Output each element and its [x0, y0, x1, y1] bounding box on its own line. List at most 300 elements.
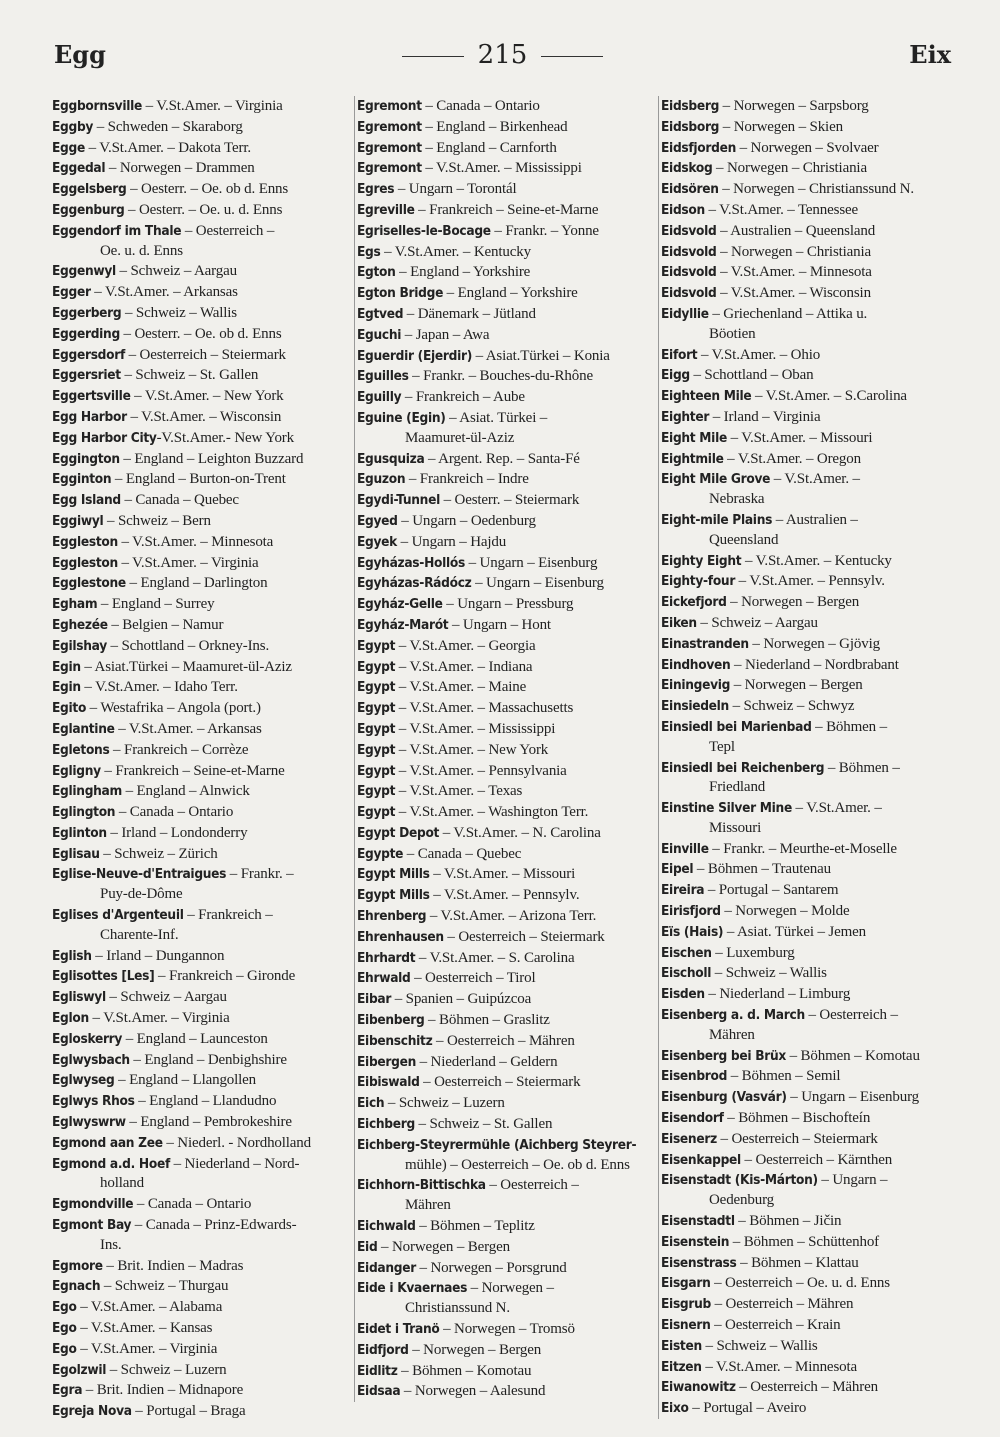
entry-location: – Schweiz – Thurgau [100, 1278, 229, 1295]
gazetteer-entry [357, 1258, 651, 1279]
gazetteer-entry [357, 802, 651, 823]
entry-place-name: Eggerding [52, 325, 120, 342]
entry-location: – Oesterr. – Oe. ob d. Enns [126, 181, 289, 198]
gazetteer-entry [52, 386, 348, 407]
gazetteer-entry [661, 1129, 955, 1150]
entry-place-name: Egmond a.d. Hoef [52, 1155, 170, 1172]
entry-place-name: Eighty Eight [661, 552, 742, 569]
entry-location: – Canada – Ontario [115, 804, 234, 821]
entry-place-name: Einastranden [661, 635, 749, 652]
gazetteer-entry [357, 158, 651, 179]
gazetteer-entry [357, 325, 651, 346]
gazetteer-entry [52, 532, 348, 553]
entry-location: – Frankr. – Yonne [490, 222, 599, 239]
gazetteer-entry [661, 262, 955, 283]
gazetteer-entry [357, 1381, 651, 1402]
entry-location: – V.St.Amer. – Pennsylvania [395, 762, 567, 779]
entry-location: – Niederl. - Nordholland [162, 1134, 312, 1151]
entry-place-name: Eidet i Tranö [357, 1321, 440, 1338]
gazetteer-entry [52, 1194, 348, 1215]
gazetteer-entry [357, 283, 651, 304]
gazetteer-entry [52, 469, 348, 490]
entry-location: – V.St.Amer. – New York [130, 388, 284, 405]
entry-place-name: Eichberg [357, 1116, 415, 1133]
entry-place-name: Eglinton [52, 824, 107, 841]
entry-place-name: Eighty-four [661, 573, 736, 590]
header-last-keyword: Eix [909, 40, 951, 69]
gazetteer-entry [52, 365, 348, 386]
entry-place-name: Eidsaa [357, 1383, 401, 1400]
entry-location: – Böhmen – Semil [727, 1068, 841, 1085]
entry-place-name: Einsiedeln [661, 698, 729, 715]
gazetteer-entry [661, 1150, 955, 1171]
entry-place-name: Eggington [52, 450, 120, 467]
entry-location: – V.St.Amer. – Minnesota [117, 533, 274, 550]
gazetteer-entry [661, 655, 955, 676]
gazetteer-entry [661, 304, 955, 345]
entry-location: – Norwegen – Porsgrund [415, 1259, 567, 1276]
entry-place-name: Egypt [357, 741, 396, 758]
gazetteer-entry [52, 719, 348, 740]
gazetteer-entry [357, 408, 651, 449]
entry-place-name: Egypt Mills [357, 887, 430, 904]
gazetteer-entry [357, 1237, 651, 1258]
gazetteer-entry [661, 1357, 955, 1378]
entry-location: – Böhmen – Graslitz [424, 1012, 550, 1029]
gazetteer-entry [357, 823, 651, 844]
entry-location: – Böhmen – [824, 759, 900, 776]
gazetteer-entry [661, 449, 955, 470]
gazetteer-entry [357, 948, 651, 969]
entry-place-name: Eggendorf im Thale [52, 222, 182, 239]
entry-place-name: Egton Bridge [357, 285, 444, 302]
entry-place-name: Egito [52, 700, 87, 717]
entry-place-name: Egra [52, 1382, 83, 1399]
entry-place-name: Eggelsberg [52, 181, 127, 198]
gazetteer-entry [661, 839, 955, 860]
gazetteer-entry [357, 1072, 651, 1093]
entry-place-name: Eggersdorf [52, 346, 125, 363]
gazetteer-entry [661, 1315, 955, 1336]
entry-place-name: Eglington [52, 804, 116, 821]
gazetteer-entry [357, 1135, 651, 1176]
gazetteer-entry [357, 615, 651, 636]
entry-location: – Ungarn – Eisenburg [786, 1089, 920, 1106]
gazetteer-entry [357, 532, 651, 553]
entry-place-name: Egypt [357, 637, 396, 654]
entry-place-name: Egyek [357, 533, 398, 550]
entry-location: – Norwegen – Gjövig [748, 635, 880, 652]
entry-place-name: Ego [52, 1340, 77, 1357]
entry-place-name: Einsiedl bei Marienbad [661, 718, 812, 735]
entry-place-name: Eidsfjorden [661, 139, 736, 156]
page-number: 215 [50, 40, 955, 70]
gazetteer-entry [52, 1276, 348, 1297]
entry-location: – Oesterreich – Mähren [432, 1032, 575, 1049]
entry-location: – Asiat. Türkei – [445, 409, 548, 426]
gazetteer-entry [661, 696, 955, 717]
gazetteer-entry [661, 1232, 955, 1253]
entry-place-name: Eid [357, 1238, 378, 1255]
entry-location: – Niederland – Limburg [704, 986, 851, 1003]
entry-location: – V.St.Amer. – [791, 800, 882, 817]
gazetteer-entry [52, 946, 348, 967]
entry-location: – V.St.Amer. – Idaho Terr. [80, 679, 238, 696]
entry-place-name: Eidsvold [661, 285, 717, 302]
entry-place-name: Eggersriet [52, 367, 121, 384]
entry-location: – Schweiz – Aargau [696, 614, 818, 631]
entry-place-name: Eggleston [52, 533, 118, 550]
entry-location: – Oesterreich – Oe. u. d. Enns [710, 1275, 890, 1292]
entry-place-name: Egypt [357, 720, 396, 737]
column-2 [354, 96, 651, 1402]
gazetteer-entry [357, 1278, 651, 1319]
entry-location: – Böhmen – Trautenau [693, 861, 831, 878]
entry-place-name: Egmond aan Zee [52, 1134, 163, 1151]
gazetteer-entry [52, 1380, 348, 1401]
entry-continuation: Mähren [709, 1026, 755, 1043]
column-1 [52, 96, 348, 1422]
gazetteer-entry [52, 966, 348, 987]
entry-location: – Schweiz – Aargau [115, 263, 237, 280]
gazetteer-entry [52, 1112, 348, 1133]
gazetteer-entry [661, 158, 955, 179]
entry-place-name: Egremont [357, 118, 422, 135]
entry-place-name: Eguzon [357, 471, 406, 488]
entry-location: – Frankr. – [226, 866, 294, 883]
entry-place-name: Egin [52, 658, 81, 675]
entry-place-name: Eichwald [357, 1218, 416, 1235]
entry-location: – England – Launceston [122, 1030, 268, 1047]
entry-place-name: Egypt [357, 679, 396, 696]
gazetteer-entry [357, 262, 651, 283]
gazetteer-entry [661, 1273, 955, 1294]
entry-place-name: Einstine Silver Mine [661, 800, 792, 817]
gazetteer-entry [52, 1154, 348, 1195]
entry-location: – Norwegen – Bergen [377, 1238, 510, 1255]
entry-place-name: Eidsören [661, 181, 719, 198]
entry-location: – Norwegen – Aalesund [400, 1383, 546, 1400]
entry-place-name: Ehrwald [357, 970, 411, 987]
entry-location: – Frankr. – Bouches-du-Rhône [408, 368, 593, 385]
entry-place-name: Egg Harbor City [52, 429, 157, 446]
entry-location: – V.St.Amer. – Pennsylv. [735, 573, 885, 590]
entry-location: – England – Yorkshire [395, 264, 531, 281]
gazetteer-entry [661, 571, 955, 592]
entry-place-name: Eibenberg [357, 1012, 425, 1029]
gazetteer-entry [357, 927, 651, 948]
entry-place-name: Eglwyseg [52, 1072, 115, 1089]
entry-location: – V.St.Amer. – Georgia [395, 637, 536, 654]
gazetteer-entry [661, 551, 955, 572]
gazetteer-entry [357, 594, 651, 615]
entry-place-name: Egligny [52, 762, 101, 779]
entry-place-name: Eisenstein [661, 1233, 730, 1250]
gazetteer-entry [52, 740, 348, 761]
entry-location: – Frankreich – Aube [401, 389, 525, 406]
entry-location: – England – Carnforth [421, 139, 557, 156]
gazetteer-entry [52, 1297, 348, 1318]
entry-location: – V.St.Amer. – Minnesota [716, 264, 872, 281]
entry-place-name: Egin [52, 679, 81, 696]
entry-continuation: Charente-Inf. [100, 926, 179, 943]
entry-location: – Schweiz – Schwyz [728, 698, 855, 715]
entry-location: – Böhmen – Bischofteín [723, 1110, 871, 1127]
entry-location: – Oesterreich – Tirol [410, 970, 536, 987]
entry-place-name: Eight Mile Grove [661, 471, 771, 488]
entry-location: – Schweden – Skaraborg [93, 118, 243, 135]
entry-location: – Oesterreich – Mähren [735, 1379, 878, 1396]
entry-place-name: Eidlitz [357, 1362, 398, 1379]
entry-location: – Canada – Quebec [120, 492, 239, 509]
entry-location: – V.St.Amer. – Wisconsin [716, 285, 871, 302]
gazetteer-entry [661, 179, 955, 200]
entry-location: – V.St.Amer. – Mississippi [395, 720, 556, 737]
gazetteer-entry [52, 282, 348, 303]
entry-location: – Schweiz – Bern [103, 512, 211, 529]
gazetteer-entry [357, 511, 651, 532]
entry-location: – Frankreich – Gironde [154, 968, 296, 985]
entry-location: – Frankreich – Indre [405, 471, 529, 488]
entry-continuation: mühle) – Oesterreich – Oe. ob d. Enns [405, 1156, 630, 1173]
entry-location: – Westafrika – Angola (port.) [86, 700, 261, 717]
entry-place-name: Eidyllie [661, 305, 709, 322]
gazetteer-entry [661, 943, 955, 964]
entry-location: – V.St.Amer. – Arkansas [114, 720, 262, 737]
entry-place-name: Eidsberg [661, 98, 720, 114]
gazetteer-entry [357, 1093, 651, 1114]
entry-location: – England – Llandudno [134, 1093, 277, 1110]
gazetteer-entry [661, 1336, 955, 1357]
entry-location: – England – Leighton Buzzard [119, 450, 304, 467]
gazetteer-entry [52, 1215, 348, 1256]
entry-location: – Asiat.Türkei – Maamuret-ül-Aziz [80, 658, 292, 675]
gazetteer-entry [357, 117, 651, 138]
entry-location: – Australien – [772, 511, 858, 528]
entry-location: – Oesterr. – Oe. ob d. Enns [119, 325, 282, 342]
gazetteer-entry [357, 677, 651, 698]
entry-continuation: Missouri [709, 819, 762, 836]
entry-location: – Schweiz – Wallis [711, 965, 827, 982]
entry-place-name: Eglish [52, 947, 92, 964]
entry-place-name: Eisenerz [661, 1130, 717, 1147]
entry-location: – Frankreich – [183, 907, 273, 924]
entry-place-name: Eidsborg [661, 118, 720, 135]
entry-location: – Schweiz – Wallis [701, 1337, 818, 1354]
entry-place-name: Einsiedl bei Reichenberg [661, 759, 825, 776]
gazetteer-entry [52, 511, 348, 532]
entry-place-name: Eight-mile Plains [661, 511, 773, 528]
entry-continuation: Böotien [709, 325, 756, 342]
entry-place-name: Eisten [661, 1337, 702, 1354]
gazetteer-entry [52, 1360, 348, 1381]
entry-location: – Schweiz – Zürich [99, 845, 218, 862]
entry-location: – Griechenland – Attika u. [708, 305, 868, 322]
entry-location: – V.St.Amer. – Texas [395, 783, 523, 800]
gazetteer-entry [52, 303, 348, 324]
entry-place-name: Eisnern [661, 1317, 711, 1334]
entry-place-name: Eggedal [52, 160, 106, 177]
gazetteer-entry [661, 859, 955, 880]
entry-place-name: Eglantine [52, 720, 115, 737]
gazetteer-entry [357, 1175, 651, 1216]
gazetteer-entry [52, 823, 348, 844]
entry-location: – Schweiz – Luzern [106, 1361, 227, 1378]
entry-location: – Frankr. – Meurthe-et-Moselle [708, 840, 897, 857]
entry-location: – Schweiz – Luzern [384, 1095, 505, 1112]
entry-location: – Oesterreich – Steiermark [716, 1130, 878, 1147]
entry-location: – Böhmen – Komotau [397, 1362, 532, 1379]
gazetteer-entry [52, 1133, 348, 1154]
entry-place-name: Eglon [52, 1010, 89, 1027]
gazetteer-entry [52, 200, 348, 221]
entry-place-name: Eggbornsville [52, 98, 142, 114]
entry-location: – Ungarn – Torontál [394, 181, 517, 198]
gazetteer-entry [357, 469, 651, 490]
entry-place-name: Eipel [661, 861, 694, 878]
entry-location: -V.St.Amer.- New York [156, 429, 294, 446]
entry-place-name: Eglwysbach [52, 1051, 130, 1068]
gazetteer-entry [661, 200, 955, 221]
entry-location: – Spanien – Guipúzcoa [391, 991, 532, 1008]
gazetteer-entry [357, 346, 651, 367]
entry-location: – England – Burton-on-Trent [111, 471, 286, 488]
gazetteer-entry [52, 677, 348, 698]
entry-location: – V.St.Amer. – Alabama [76, 1299, 223, 1316]
entry-location: – Böhmen – Jičin [734, 1213, 842, 1230]
entry-place-name: Eisenkappel [661, 1151, 741, 1168]
entry-place-name: Egreville [357, 201, 415, 218]
gazetteer-entry [661, 1377, 955, 1398]
entry-location: – Böhmen – Schüttenhof [729, 1233, 880, 1250]
entry-place-name: Egypt [357, 804, 396, 821]
entry-location: – V.St.Amer. – [770, 471, 860, 488]
entry-continuation: Puy-de-Dôme [100, 886, 183, 903]
gazetteer-entry [661, 963, 955, 984]
gazetteer-entry [52, 428, 348, 449]
entry-place-name: Eibergen [357, 1053, 416, 1070]
entry-place-name: Egusquiza [357, 450, 425, 467]
gazetteer-entry [52, 1029, 348, 1050]
gazetteer-entry [357, 179, 651, 200]
entry-place-name: Eglwyswrw [52, 1114, 126, 1131]
entry-continuation: Maamuret-ül-Aziz [405, 429, 515, 446]
entry-place-name: Egremont [357, 98, 422, 114]
gazetteer-entry [52, 324, 348, 345]
gazetteer-entry [357, 1031, 651, 1052]
entry-location: – Dänemark – Jütland [403, 305, 536, 322]
entry-location: – Ungarn – Eisenburg [471, 575, 604, 592]
entry-location: – V.St.Amer. – Maine [395, 679, 527, 696]
gazetteer-entry [52, 573, 348, 594]
gazetteer-entry [52, 657, 348, 678]
entry-location: – Frankreich – Seine-et-Marne [414, 201, 599, 218]
entry-location: – V.St.Amer. – Mississippi [421, 160, 582, 177]
entry-place-name: Egham [52, 596, 98, 613]
gazetteer-entry [357, 885, 651, 906]
entry-location: – Schweiz – St. Gallen [120, 367, 259, 384]
entry-place-name: Eixo [661, 1400, 689, 1417]
entry-location: – Schottland – Orkney-Ins. [106, 637, 270, 654]
entry-place-name: Eisenstrass [661, 1254, 737, 1271]
entry-location: – Belgien – Namur [107, 616, 224, 633]
gazetteer-entry [357, 740, 651, 761]
entry-location: – Australien – Queensland [716, 222, 876, 239]
entry-continuation: Friedland [709, 779, 766, 796]
entry-place-name: Egres [357, 181, 395, 198]
entry-place-name: Egyházas-Hollós [357, 554, 465, 571]
entry-place-name: Eitzen [661, 1358, 702, 1375]
gazetteer-entry [661, 1046, 955, 1067]
gazetteer-entry [52, 1050, 348, 1071]
entry-place-name: Eischen [661, 944, 712, 961]
entry-place-name: Ehrenberg [357, 908, 427, 925]
gazetteer-entry [357, 490, 651, 511]
entry-place-name: Eichhorn-Bittischka [357, 1177, 486, 1194]
entry-location: – Ungarn – Hajdu [397, 533, 507, 550]
gazetteer-entry [661, 1170, 955, 1211]
entry-place-name: Eidfjord [357, 1341, 409, 1358]
entry-location: – Ungarn – Pressburg [442, 596, 574, 613]
entry-place-name: Egilshay [52, 637, 107, 654]
gazetteer-entry [661, 221, 955, 242]
entry-location: – Oesterreich – Steiermark [419, 1074, 581, 1091]
gazetteer-entry [661, 283, 955, 304]
entry-place-name: Egriselles-le-Bocage [357, 222, 491, 239]
gazetteer-entry [52, 138, 348, 159]
entry-place-name: Egyház-Marót [357, 616, 449, 633]
gazetteer-entry [661, 428, 955, 449]
entry-place-name: Eisenberg a. d. March [661, 1007, 805, 1024]
entry-place-name: Eisgrub [661, 1296, 711, 1313]
gazetteer-entry [52, 449, 348, 470]
entry-place-name: Eggleston [52, 554, 118, 571]
gazetteer-entry [52, 117, 348, 138]
entry-place-name: Egypt Depot [357, 824, 440, 841]
column-3 [658, 96, 955, 1419]
entry-location: – Canada – Prinz-Edwards- [131, 1217, 297, 1234]
entry-location: – Schweiz – Wallis [121, 304, 237, 321]
gazetteer-entry [357, 906, 651, 927]
gazetteer-entry [357, 698, 651, 719]
gazetteer-entry [661, 510, 955, 551]
entry-place-name: Egglestone [52, 575, 126, 592]
gazetteer-entry [52, 1070, 348, 1091]
entry-location: – Canada – Ontario [133, 1196, 252, 1213]
entry-location: – Oesterr. – Steiermark [439, 492, 580, 509]
gazetteer-entry [661, 1294, 955, 1315]
entry-place-name: Eguilles [357, 368, 409, 385]
entry-continuation: Oedenburg [709, 1192, 775, 1209]
entry-location: – V.St.Amer. – Pennsylv. [429, 887, 580, 904]
entry-location: – Oesterreich – Kärnthen [740, 1151, 893, 1168]
gazetteer-entry [661, 469, 955, 510]
entry-place-name: Eibar [357, 991, 392, 1008]
gazetteer-entry [52, 1091, 348, 1112]
gazetteer-entry [661, 365, 955, 386]
entry-location: – V.St.Amer. – Washington Terr. [395, 804, 589, 821]
entry-place-name: Egyed [357, 512, 398, 529]
entry-location: – V.St.Amer. – Ohio [697, 346, 821, 363]
entry-place-name: Eggby [52, 118, 94, 135]
entry-place-name: Eight Mile [661, 429, 727, 446]
entry-location: – Irland – Londonderry [106, 824, 248, 841]
gazetteer-entry [52, 844, 348, 865]
entry-location: – V.St.Amer. – Kansas [76, 1320, 213, 1337]
entry-location: – V.St.Amer. – Missouri [429, 866, 576, 883]
gazetteer-entry [357, 1114, 651, 1135]
gazetteer-entry [661, 407, 955, 428]
